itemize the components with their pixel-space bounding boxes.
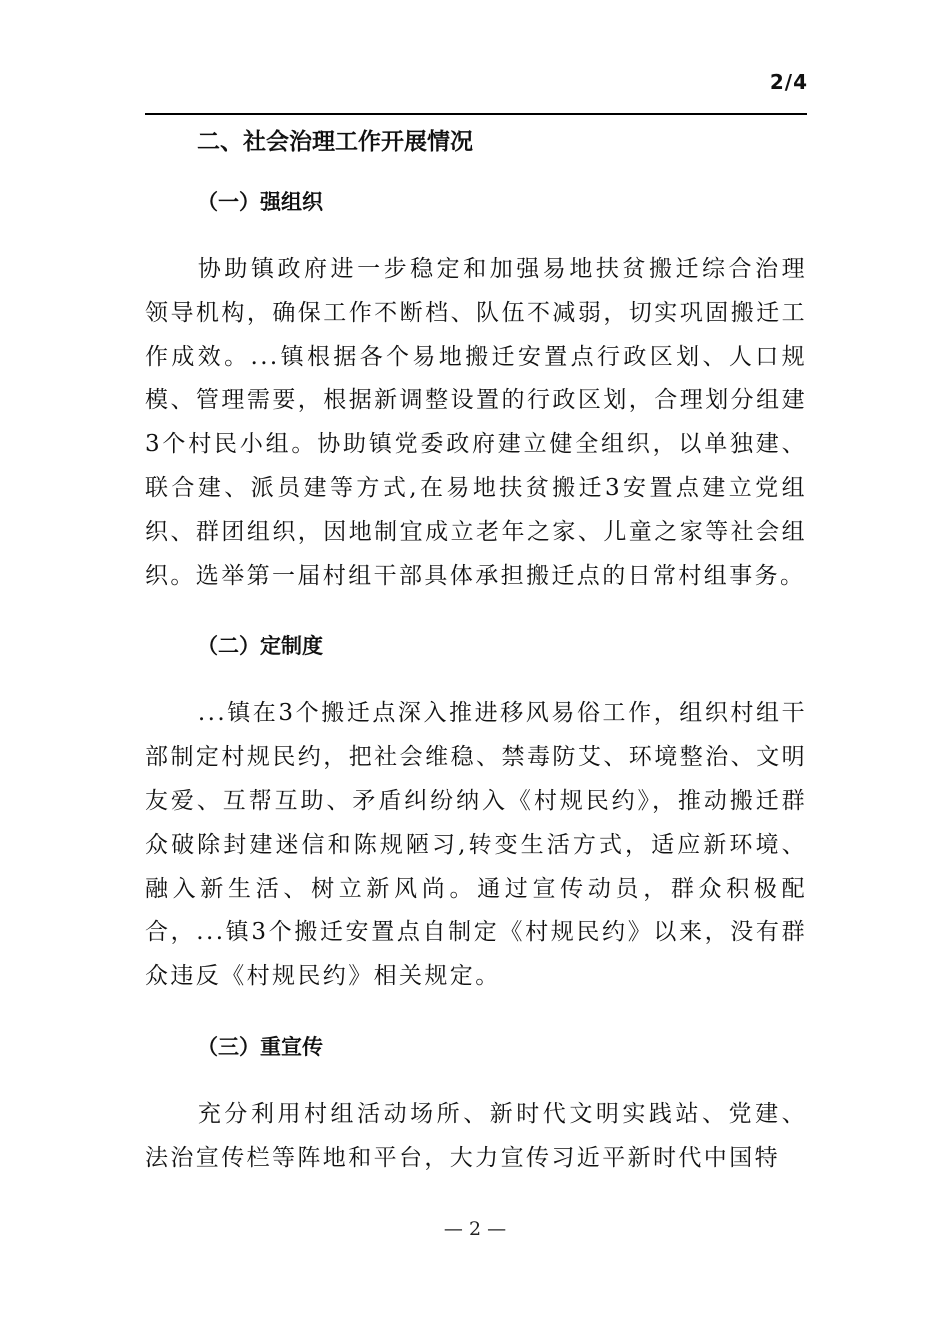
header-rule: [145, 113, 807, 115]
subsection-heading-1: （一）强组织: [197, 190, 323, 214]
subsection-heading-2: （二）定制度: [197, 634, 323, 659]
document-body: [145, 122, 807, 1181]
page-indicator: 2/4: [769, 70, 808, 94]
section-title: 二、社会治理工作开展情况: [197, 129, 473, 155]
subsection-heading-3: （三）重宣传: [197, 1034, 323, 1059]
subsection-body-2: ...镇在3个搬迁点深入推进移风易俗工作，组织村组干部制定村规民约，把社会维稳、禁毒防艾、环境整治、文明友爱、互帮互助、矛盾纠纷纳入《村规民约》，推动搬迁群众破除封建迷信和陈规陋习,转变生活方式，适应新环境、融入新生活、树立新风尚。通过宣传动员，群众积极配合，...镇3个搬迁安置点自制定《村规民约》以来，没有群众违反《村规民约》相关规定。: [145, 700, 807, 990]
footer-page-number: — 2 —: [443, 1218, 507, 1240]
subsection-body-3: 充分利用村组活动场所、新时代文明实践站、党建、法治宣传栏等阵地和平台，大力宣传习近平新时代中国特: [145, 1100, 807, 1171]
subsection-body-1: 协助镇政府进一步稳定和加强易地扶贫搬迁综合治理领导机构，确保工作不断档、队伍不减弱，切实巩固搬迁工作成效。...镇根据各个易地搬迁安置点行政区划、人口规模、管理需要，根据新调整设置的行政区划，合理划分组建3个村民小组。协助镇党委政府建立健全组织，以单独建、联合建、派员建等方式,在易地扶贫搬迁3安置点建立党组织、群团组织，因地制宜成立老年之家、儿童之家等社会组织。选举第一届村组干部具体承担搬迁点的日常村组事务。: [145, 256, 807, 589]
